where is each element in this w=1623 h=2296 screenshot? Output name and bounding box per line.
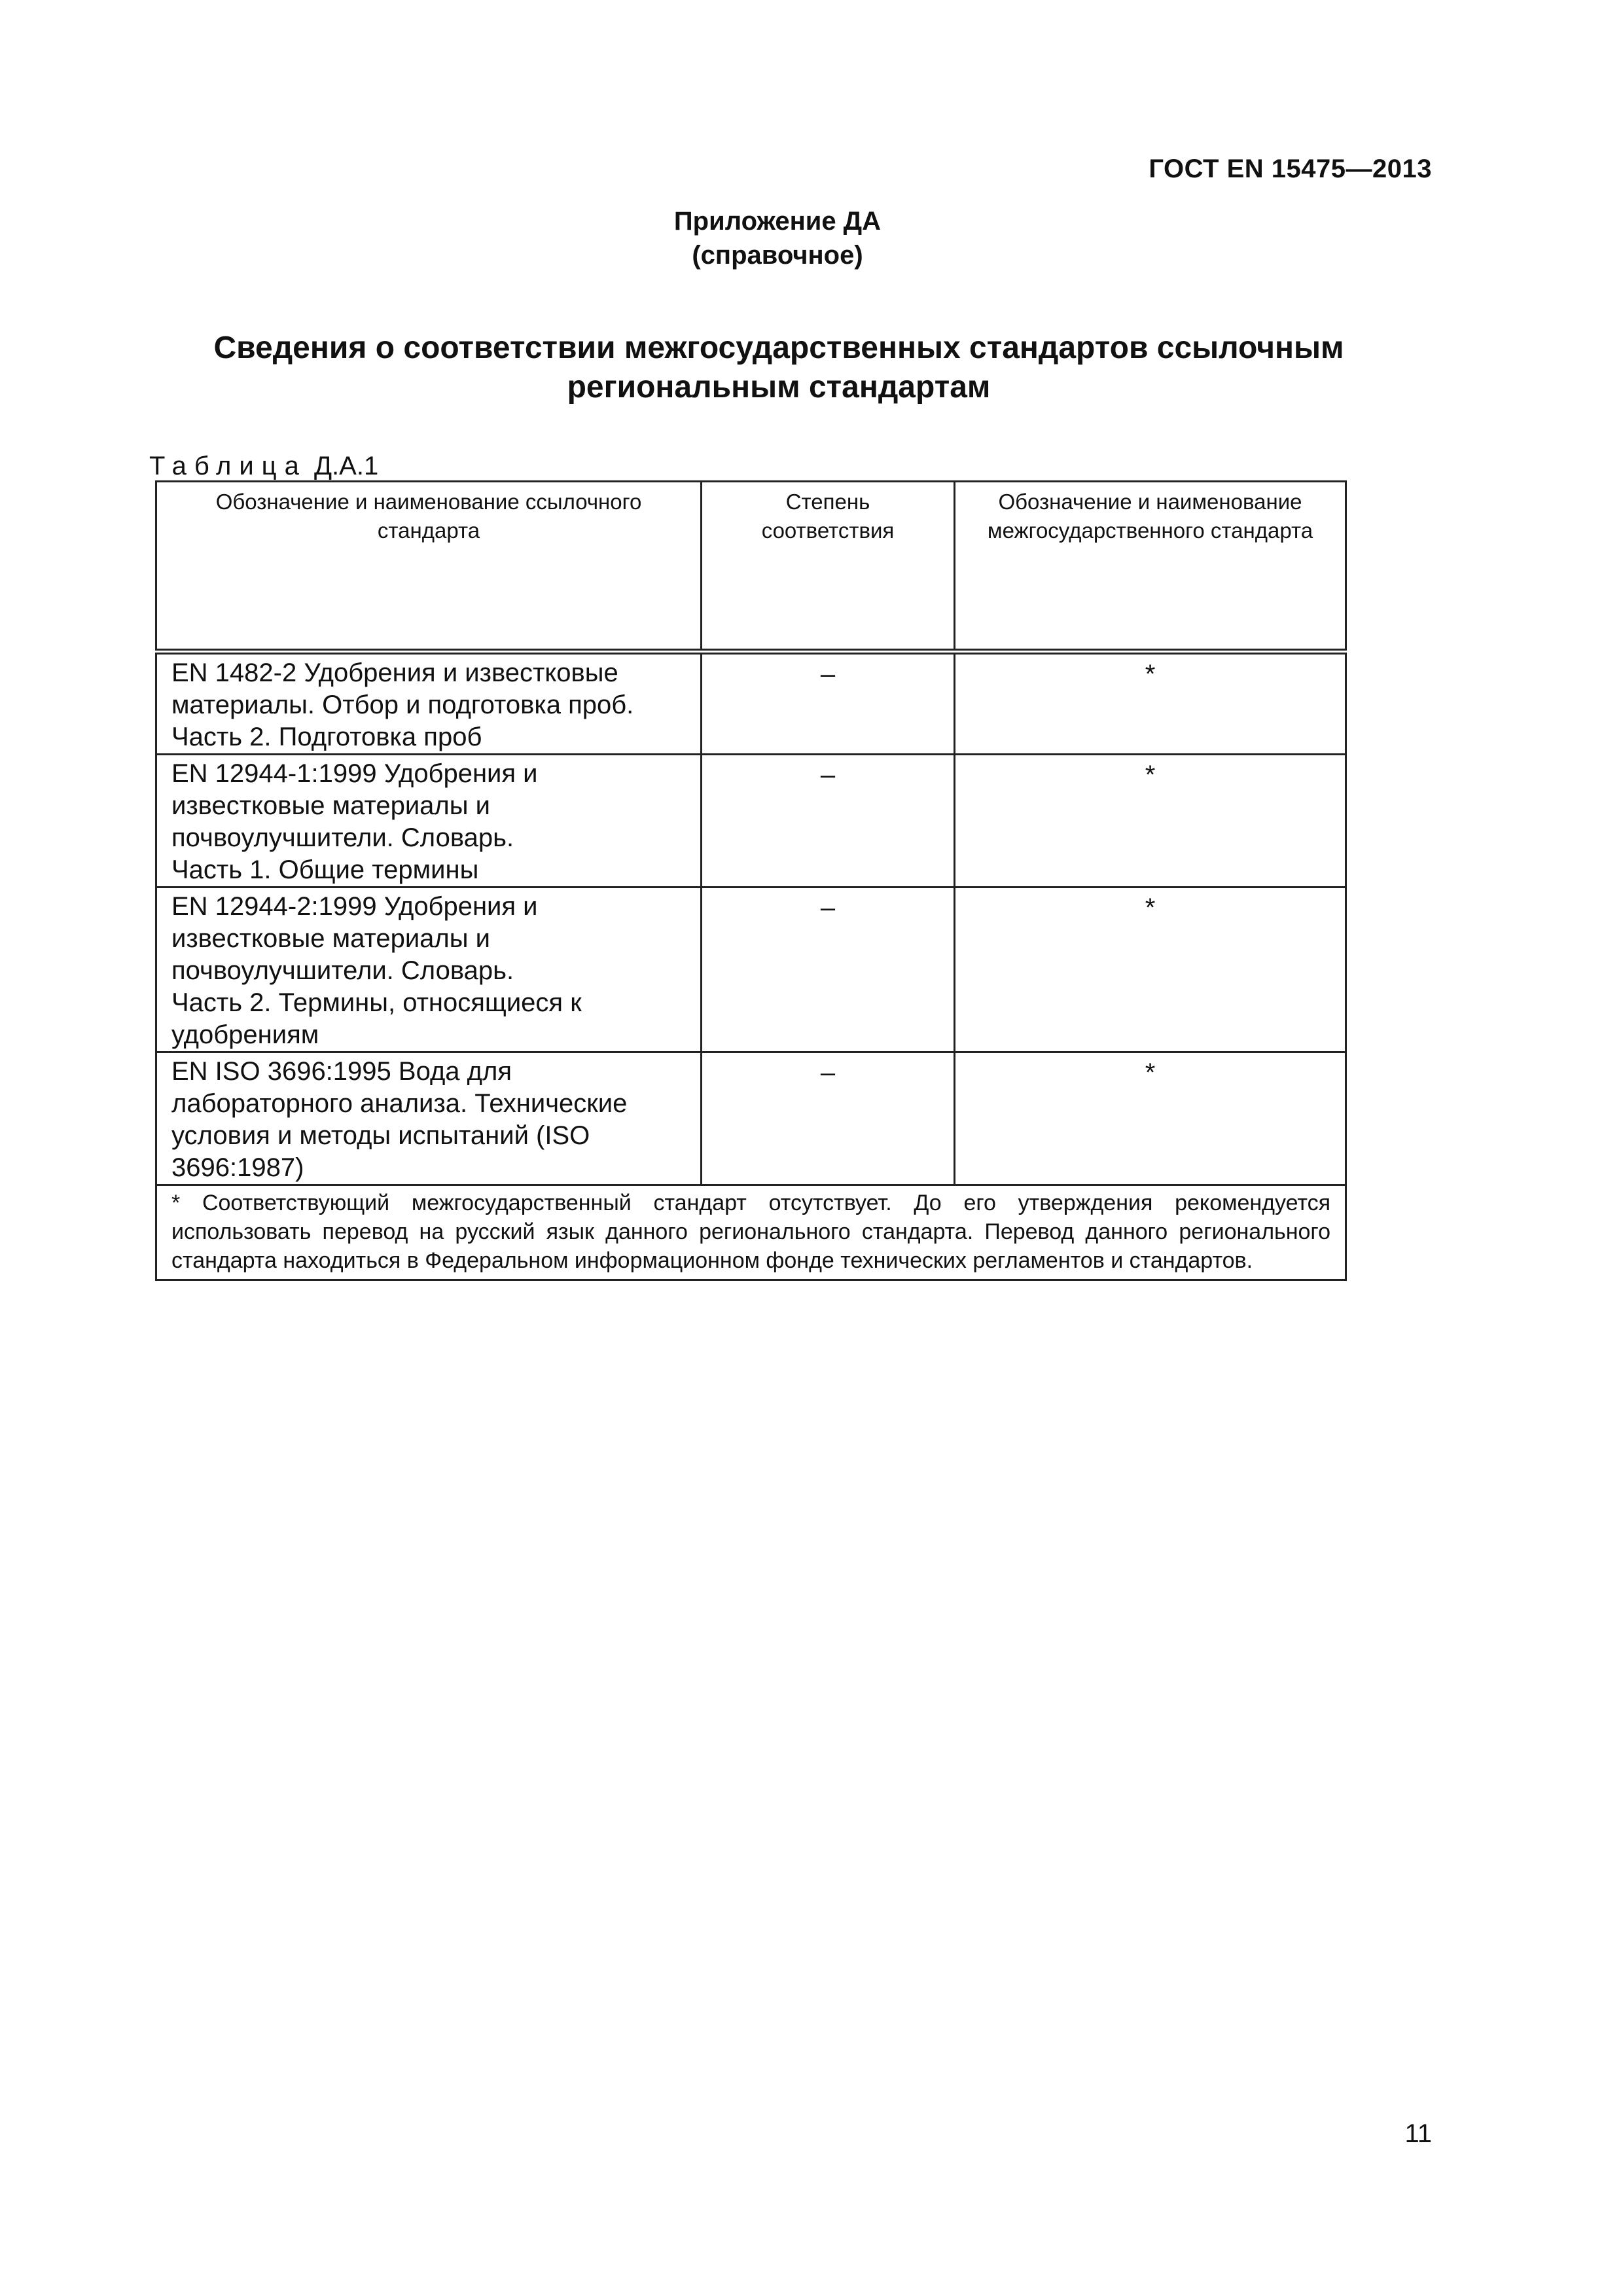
table-caption-id: Д.А.1 (313, 452, 379, 480)
table-row (156, 755, 1346, 888)
ref-standard-line: 3696:1987) (171, 1153, 304, 1182)
ref-standard-line: почвоулучшители. Словарь. (171, 956, 514, 985)
ref-standard-line: Часть 2. Подготовка проб (171, 723, 482, 751)
ref-standard-line: материалы. Отбор и подготовка проб. (171, 691, 634, 719)
standards-table (155, 480, 1347, 1281)
ref-standard-line: EN 1482-2 Удобрения и известковые (171, 658, 618, 687)
section-title-line-1: Сведения о соответствии межгосударственных стандартов ссылочным (213, 331, 1344, 365)
table-header-row (156, 482, 1346, 652)
table-footnote: * Соответствующий межгосударственный стандарт отсутствует. До его утверждения рекомендуется использовать перевод на русский язык данного регионального стандарта. Перевод данного регионального стандарта находиться в Федеральном информационном фонде технических регламентов и стандартов. (156, 1185, 1346, 1280)
page-number: 11 (1404, 2119, 1432, 2148)
ref-standard-line: EN 12944-2:1999 Удобрения и (171, 892, 538, 921)
section-title-line-2: региональным стандартам (567, 370, 991, 404)
footnote-row (156, 1185, 1346, 1280)
interstate-standard-cell: * (955, 1052, 1346, 1185)
ref-standard-cell (156, 888, 702, 1052)
annex-heading (0, 204, 1555, 272)
ref-standard-line: известковые материалы и (171, 924, 490, 953)
degree-cell: – (702, 755, 955, 888)
section-title (157, 329, 1400, 407)
table-row (156, 652, 1346, 755)
table-caption (149, 452, 378, 481)
table-row (156, 888, 1346, 1052)
ref-standard-cell (156, 1052, 702, 1185)
header-degree: Степень соответствия (702, 482, 955, 652)
header-interstate-standard: Обозначение и наименование межгосударственного стандарта (955, 482, 1346, 652)
interstate-standard-cell: * (955, 652, 1346, 755)
degree-cell: – (702, 652, 955, 755)
ref-standard-cell (156, 652, 702, 755)
interstate-standard-cell: * (955, 755, 1346, 888)
table-row (156, 1052, 1346, 1185)
header-ref-standard: Обозначение и наименование ссылочного стандарта (156, 482, 702, 652)
annex-note: (справочное) (692, 241, 863, 270)
document-code: ГОСТ EN 15475—2013 (1149, 154, 1432, 183)
ref-standard-line: известковые материалы и (171, 791, 490, 820)
ref-standard-line: лабораторного анализа. Технические (171, 1089, 628, 1118)
interstate-standard-cell: * (955, 888, 1346, 1052)
annex-title: Приложение ДА (673, 207, 882, 236)
ref-standard-line: условия и методы испытаний (ISO (171, 1121, 590, 1150)
table-caption-word: Таблица (149, 452, 307, 480)
ref-standard-line: Часть 2. Термины, относящиеся к (171, 988, 582, 1017)
ref-standard-line: удобрениям (171, 1020, 319, 1049)
degree-cell: – (702, 888, 955, 1052)
ref-standard-line: Часть 1. Общие термины (171, 855, 479, 884)
ref-standard-line: EN ISO 3696:1995 Вода для (171, 1057, 512, 1086)
ref-standard-line: EN 12944-1:1999 Удобрения и (171, 759, 538, 788)
ref-standard-line: почвоулучшители. Словарь. (171, 823, 514, 852)
degree-cell: – (702, 1052, 955, 1185)
ref-standard-cell (156, 755, 702, 888)
